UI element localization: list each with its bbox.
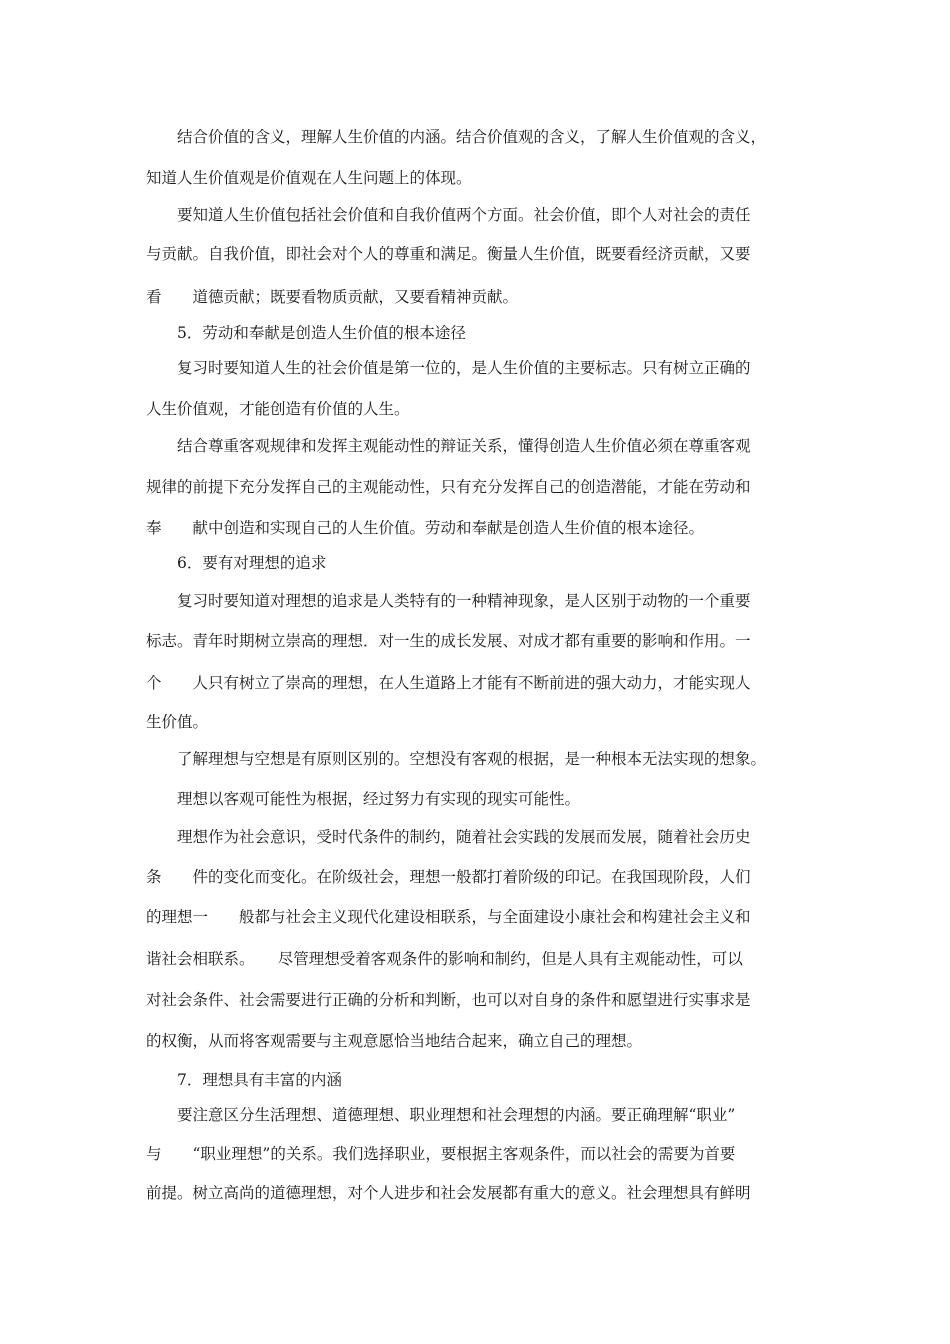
text-line: 的理想一 般都与社会主义现代化建设相联系，与全面建设小康社会和构建社会主义和 — [146, 908, 751, 926]
text-line: 的权衡，从而将客观需要与主观意愿恰当地结合起来，确立自己的理想。 — [146, 1032, 643, 1050]
text-line: 与 “职业理想”的关系。我们选择职业，要根据主客观条件，而以社会的需要为首要 — [146, 1145, 736, 1163]
section-heading: 7．理想具有丰富的内涵 — [177, 1071, 342, 1089]
text-line: 标志。青年时期树立崇高的理想．对一生的成长发展、对成才都有重要的影响和作用。一 — [146, 632, 751, 650]
text-line: 知道人生价值观是价值观在人生问题上的体现。 — [146, 169, 472, 187]
text-line: 要知道人生价值包括社会价值和自我价值两个方面。社会价值，即个人对社会的责任 — [177, 206, 751, 224]
text-line: 理想作为社会意识，受时代条件的制约，随着社会实践的发展而发展，随着社会历史 — [177, 828, 751, 846]
text-line: 谐社会相联系。 尽管理想受着客观条件的影响和制约，但是人具有主观能动性，可以 — [146, 950, 743, 968]
text-line: 人生价值观，才能创造有价值的人生。 — [146, 400, 410, 418]
section-heading: 5．劳动和奉献是创造人生价值的根本途径 — [177, 324, 466, 342]
text-line: 个 人只有树立了崇高的理想，在人生道路上才能有不断前进的强大动力，才能实现人 — [146, 674, 751, 692]
text-line: 前提。树立高尚的道德理想，对个人进步和社会发展都有重大的意义。社会理想具有鲜明 — [146, 1184, 751, 1202]
text-line: 理想以客观可能性为根据，经过努力有实现的现实可能性。 — [177, 790, 581, 808]
text-line: 结合尊重客观规律和发挥主观能动性的辩证关系，懂得创造人生价值必须在尊重客观 — [177, 437, 751, 455]
text-line: 奉 献中创造和实现自己的人生价值。劳动和奉献是创造人生价值的根本途径。 — [146, 519, 705, 537]
text-line: 对社会条件、社会需要进行正确的分析和判断，也可以对自身的条件和愿望进行实事求是 — [146, 991, 751, 1009]
text-line: 了解理想与空想是有原则区别的。空想没有客观的根据，是一种根本无法实现的想象。 — [177, 750, 767, 768]
text-line: 与贡献。自我价值，即社会对个人的尊重和满足。衡量人生价值，既要看经济贡献，又要 — [146, 245, 751, 263]
text-line: 规律的前提下充分发挥自己的主观能动性，只有充分发挥自己的创造潜能，才能在劳动和 — [146, 478, 751, 496]
text-line: 看 道德贡献；既要看物质贡献，又要看精神贡献。 — [146, 288, 519, 306]
text-line: 要注意区分生活理想、道德理想、职业理想和社会理想的内涵。要正确理解“职业” — [177, 1106, 736, 1124]
text-line: 生价值。 — [146, 713, 209, 731]
text-line: 复习时要知道对理想的追求是人类特有的一种精神现象，是人区别于动物的一个重要 — [177, 592, 751, 610]
text-line: 条 件的变化而变化。在阶级社会，理想一般都打着阶级的印记。在我国现阶段，人们 — [146, 868, 751, 886]
section-heading: 6．要有对理想的追求 — [177, 554, 327, 572]
text-line: 复习时要知道人生的社会价值是第一位的，是人生价值的主要标志。只有树立正确的 — [177, 359, 751, 377]
text-line: 结合价值的含义，理解人生价值的内涵。结合价值观的含义，了解人生价值观的含义， — [177, 128, 767, 146]
